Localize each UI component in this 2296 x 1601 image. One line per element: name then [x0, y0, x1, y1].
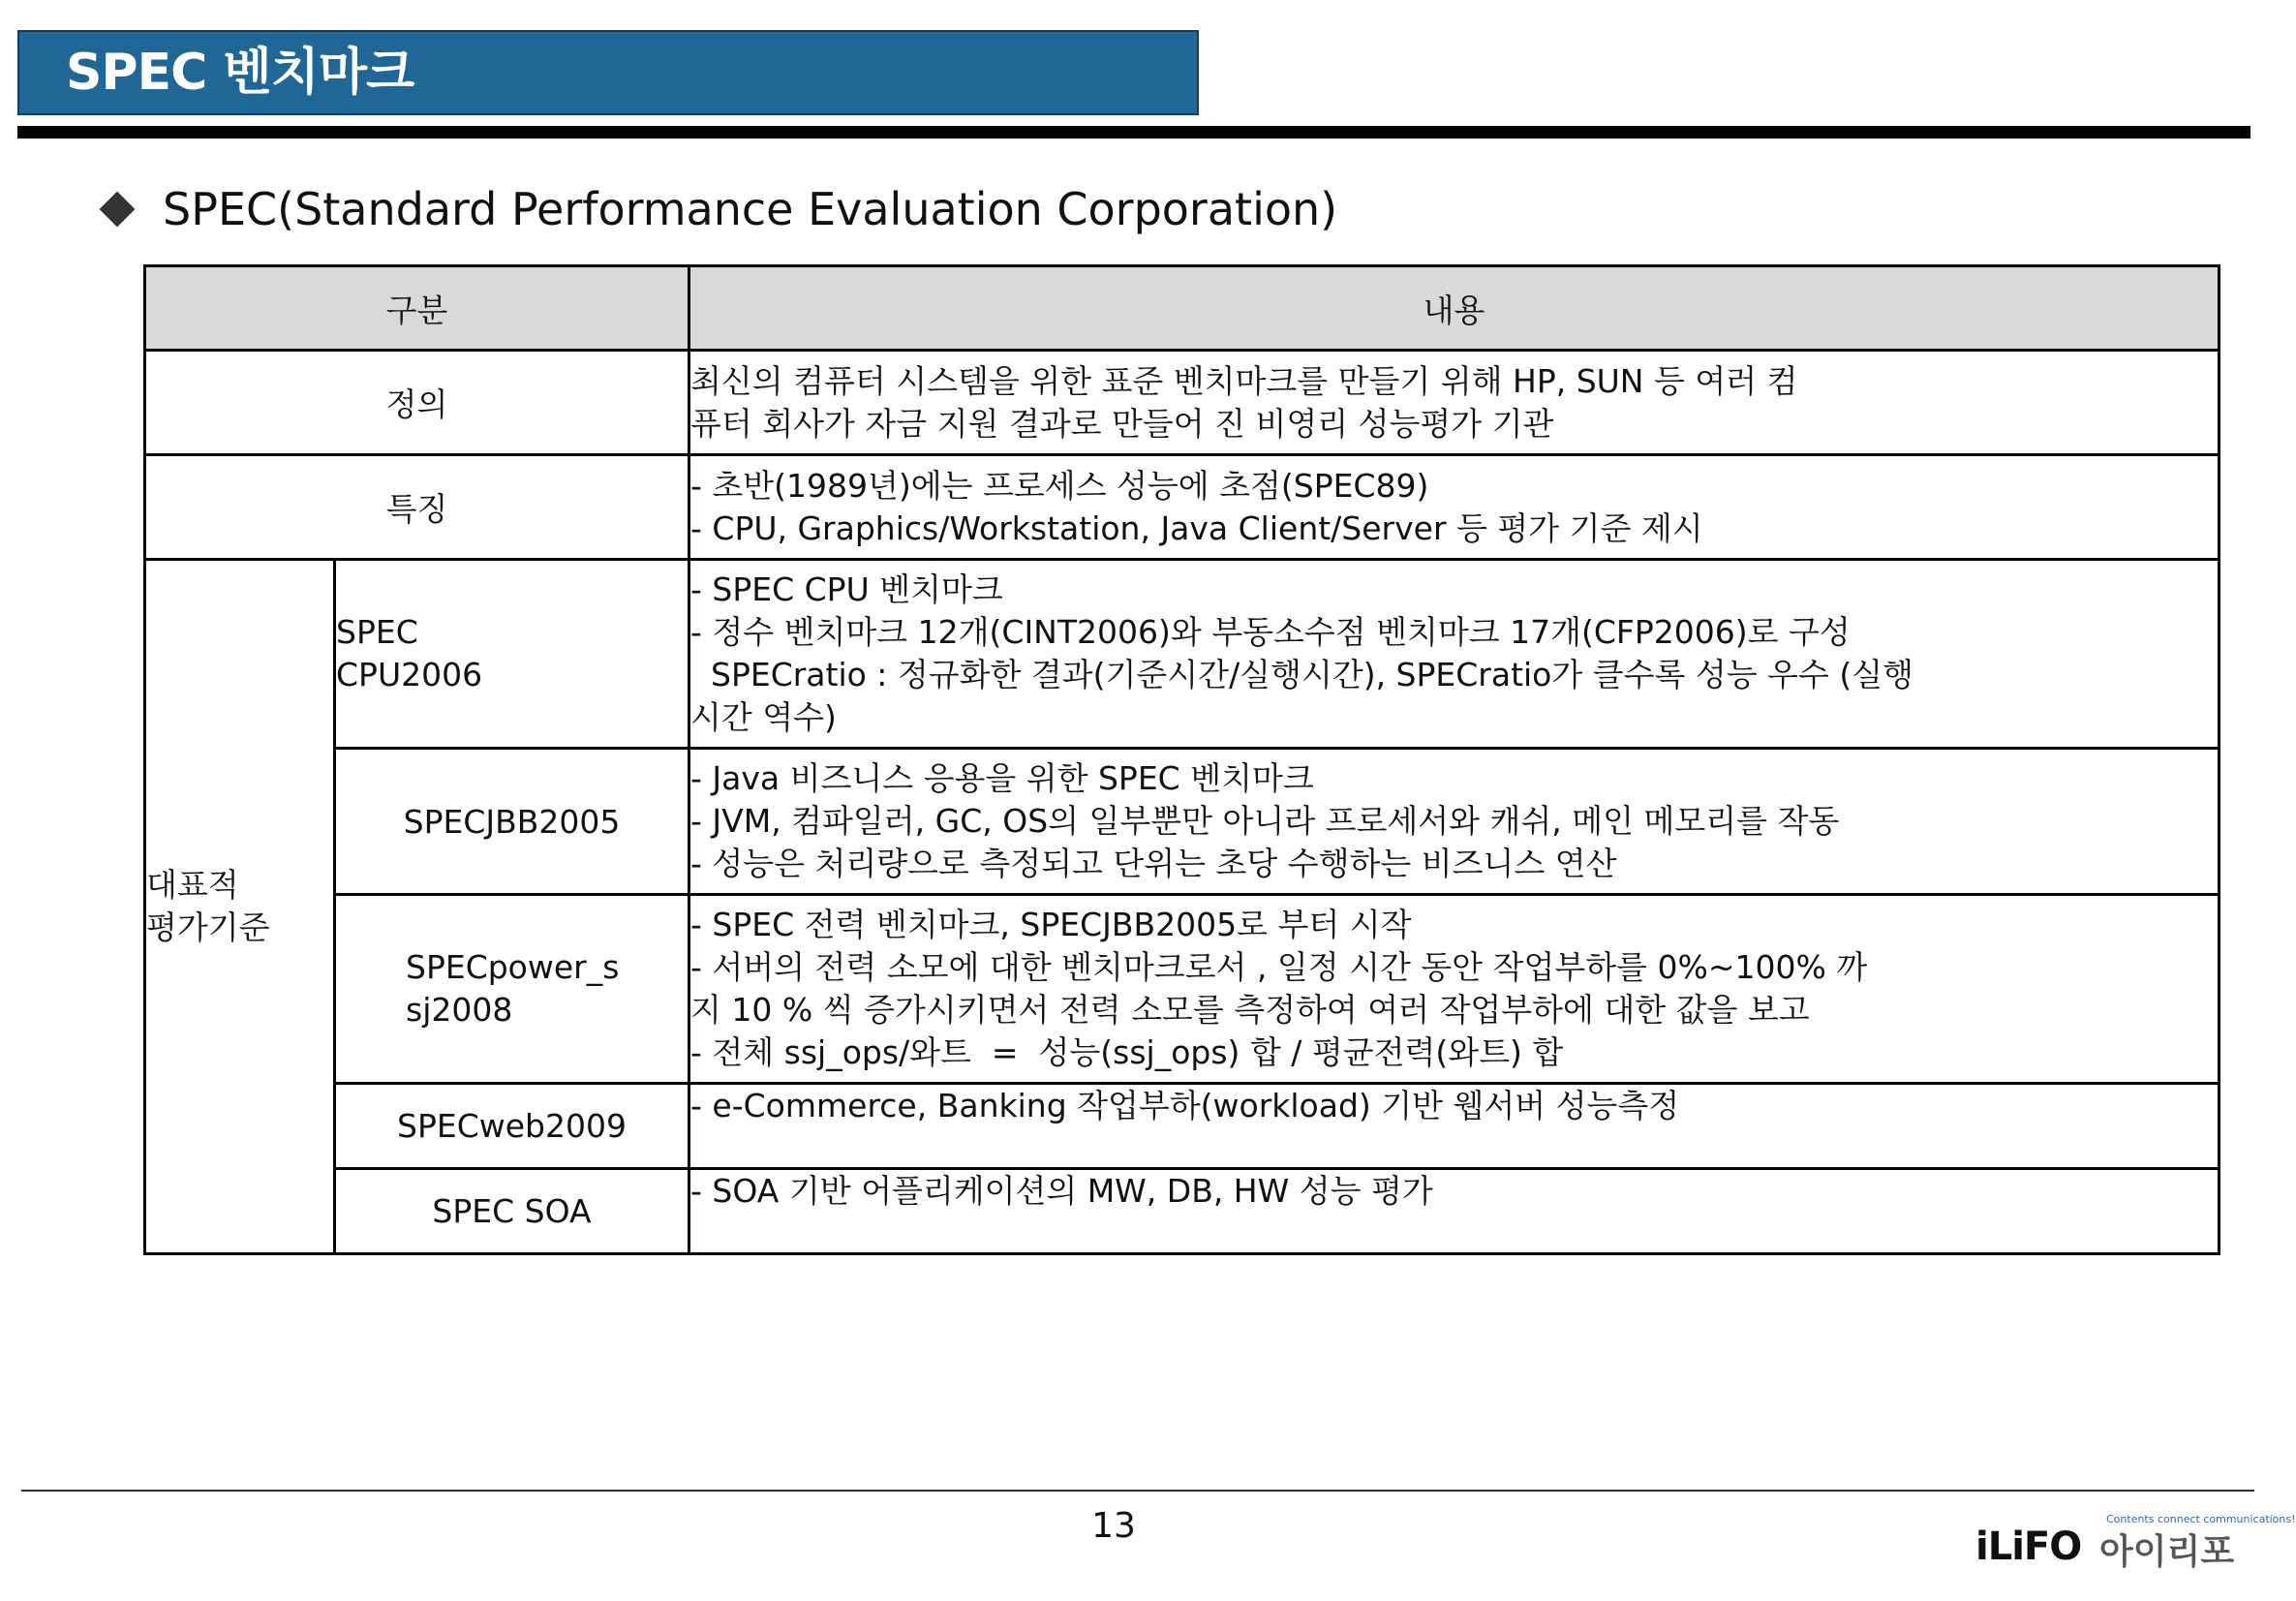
spec-table — [143, 264, 2220, 1255]
content-line: - 정수 벤치마크 12개(CINT2006)와 부동소수점 벤치마크 17개(CFP2006)로 구성 — [690, 613, 1851, 651]
content-line: 퓨터 회사가 자금 지원 결과로 만들어 진 비영리 성능평가 기관 — [690, 404, 1554, 443]
benchmark-name — [335, 560, 689, 749]
table-header-row — [145, 266, 2219, 351]
benchmark-name-line: SPEC — [336, 613, 418, 651]
diamond-bullet-icon — [100, 192, 136, 228]
section-heading: SPEC(Standard Performance Evaluation Corporation) — [163, 183, 1338, 235]
benchmark-content — [689, 749, 2219, 895]
content-line: - SPEC CPU 벤치마크 — [690, 570, 1003, 608]
table-row-web2009 — [145, 1084, 2219, 1169]
content-line: - e-Commerce, Banking 작업부하(workload) 기반 웹서버 성능측정 — [690, 1087, 1680, 1124]
table-row-cpu2006 — [145, 560, 2219, 749]
benchmark-content — [689, 560, 2219, 749]
section-heading-row — [97, 180, 1337, 238]
benchmark-name-line: SPECpower_s — [406, 948, 620, 986]
page-title: SPEC 벤치마크 — [66, 44, 414, 102]
title-divider — [17, 126, 2250, 139]
logo-wordmark: iLiFO — [1975, 1524, 2082, 1569]
representative-label: 대표적 — [146, 866, 239, 904]
row-content — [689, 351, 2219, 455]
content-line: - Java 비즈니스 응용을 위한 SPEC 벤치마크 — [690, 759, 1314, 797]
table-row-definition — [145, 351, 2219, 455]
benchmark-content — [689, 895, 2219, 1084]
content-line: - SPEC 전력 벤치마크, SPECJBB2005로 부터 시작 — [690, 906, 1412, 943]
benchmark-name — [335, 895, 689, 1084]
row-category: 정의 — [145, 351, 689, 455]
content-line: - SOA 기반 어플리케이션의 MW, DB, HW 성능 평가 — [690, 1172, 1433, 1210]
table-row-jbb2005 — [145, 749, 2219, 895]
page-number: 13 — [1091, 1506, 1136, 1546]
content-line: - 서버의 전력 소모에 대한 벤치마크로서 , 일정 시간 동안 작업부하를 0%~100% 까 — [690, 948, 1868, 986]
header-content: 내용 — [689, 266, 2219, 351]
content-line: SPECratio : 정규화한 결과(기준시간/실행시간), SPECratio가 클수록 성능 우수 (실행 — [690, 656, 1913, 693]
logo-tagline: Contents connect communications! — [2106, 1513, 2296, 1525]
benchmark-name: SPECJBB2005 — [335, 749, 689, 895]
table-row-features — [145, 455, 2219, 560]
benchmark-name-line: sj2008 — [406, 991, 513, 1029]
content-line: 최신의 컴퓨터 시스템을 위한 표준 벤치마크를 만들기 위해 HP, SUN 등 여러 컴 — [690, 361, 1798, 400]
content-line: - 초반(1989년)에는 프로세스 성능에 초점(SPEC89) — [690, 466, 1429, 505]
table-row-power — [145, 895, 2219, 1084]
row-content — [689, 455, 2219, 560]
row-category: 특징 — [145, 455, 689, 560]
footer-divider — [21, 1490, 2254, 1492]
page-title-bar — [17, 30, 1199, 115]
content-line: - 성능은 처리량으로 측정되고 단위는 초당 수행하는 비즈니스 연산 — [690, 845, 1617, 882]
company-logo — [1975, 1513, 2296, 1572]
table-row-soa — [145, 1169, 2219, 1254]
benchmark-content — [689, 1169, 2219, 1254]
benchmark-content — [689, 1084, 2219, 1169]
content-line: 지 10 % 씩 증가시키면서 전력 소모를 측정하여 여러 작업부하에 대한 값을 보고 — [690, 991, 1810, 1029]
header-category: 구분 — [145, 266, 689, 351]
content-line: 시간 역수) — [690, 698, 837, 736]
benchmark-name: SPEC SOA — [335, 1169, 689, 1254]
benchmark-name-line: CPU2006 — [336, 656, 483, 693]
content-line: - CPU, Graphics/Workstation, Java Client/Server 등 평가 기준 제시 — [690, 508, 1703, 547]
content-line: - 전체 ssj_ops/와트 = 성능(ssj_ops) 합 / 평균전력(와트) 합 — [690, 1033, 1564, 1071]
logo-korean: 아이리포 — [2099, 1532, 2235, 1572]
benchmark-name: SPECweb2009 — [335, 1084, 689, 1169]
representative-label: 평가기준 — [146, 908, 270, 946]
content-line: - JVM, 컴파일러, GC, OS의 일부뿐만 아니라 프로세서와 캐쉬, 메인 메모리를 작동 — [690, 802, 1840, 840]
representative-category — [145, 560, 335, 1254]
